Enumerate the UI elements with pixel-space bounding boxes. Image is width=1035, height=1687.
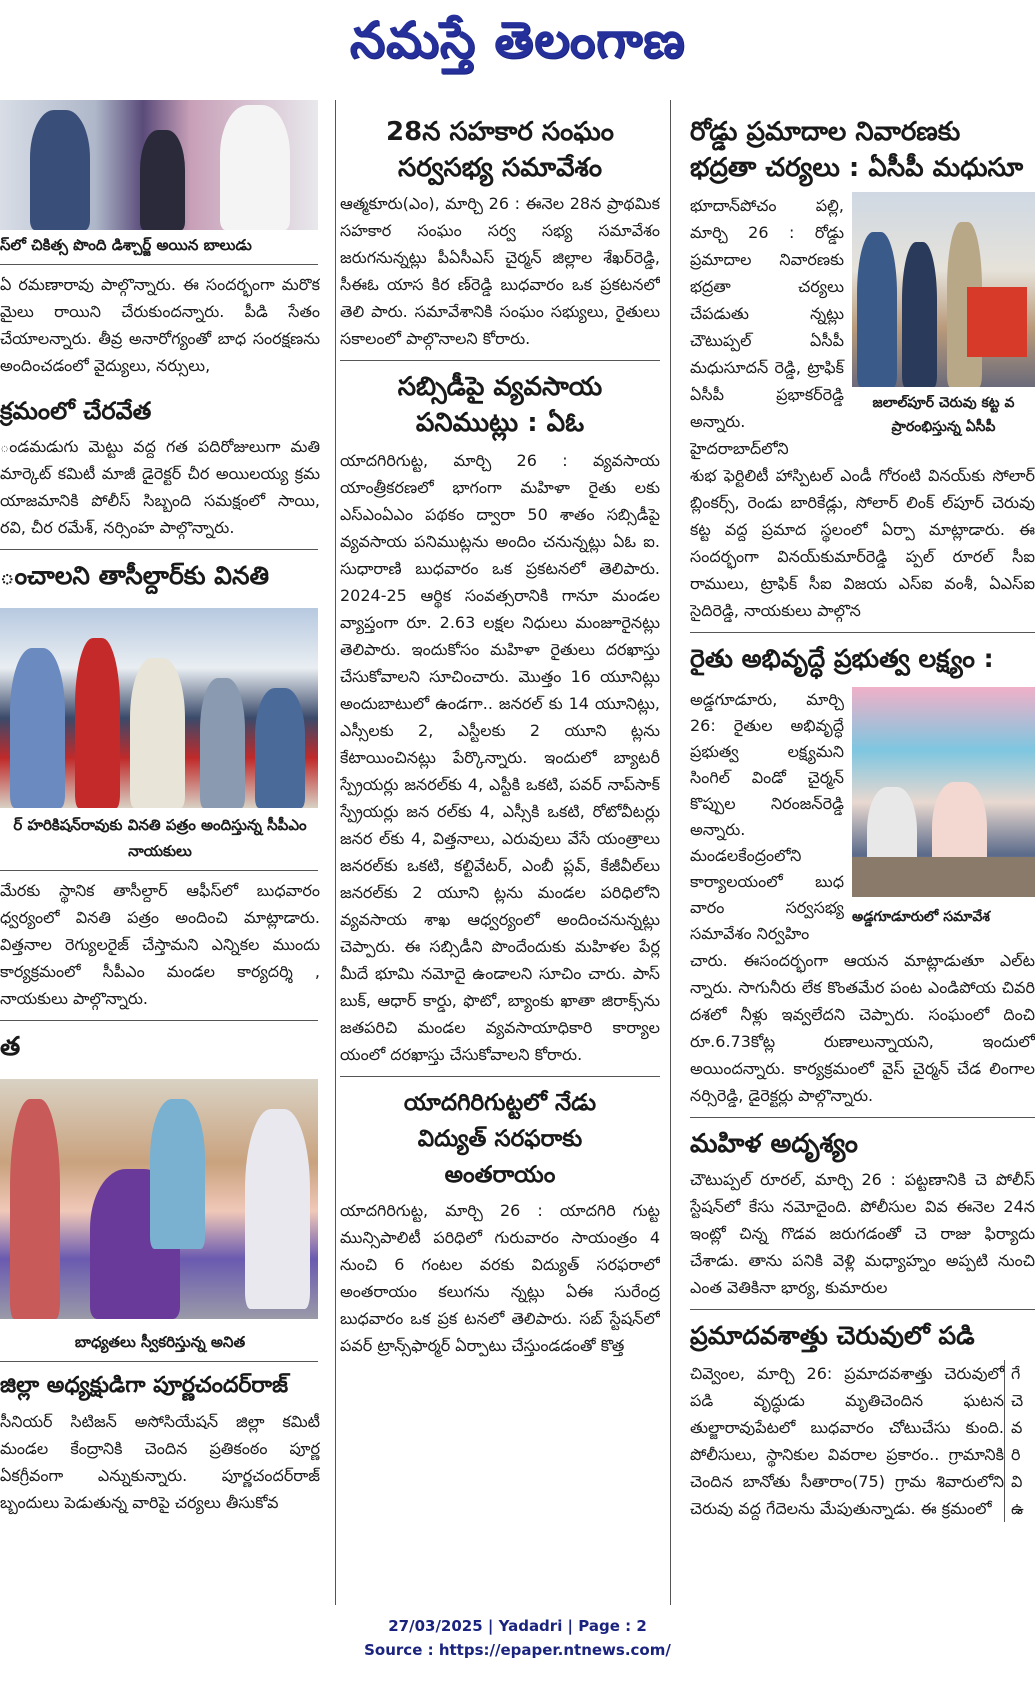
column-divider (670, 100, 671, 1605)
article-headline: సబ్సిడీపై వ్యవసాయ పనిముట్లు : ఏఓ (397, 372, 603, 438)
article-headline: జిల్లా అధ్యక్షుడిగా పూర్ణచందర్‌రాజ్ (0, 1373, 289, 1398)
photo-caption: జలాల్‌పూర్ చెరువు కట్ట వ ప్రారంభిస్తున్న ఏసీపీ (872, 395, 1015, 435)
photo-cpm-petition (0, 608, 318, 808)
photo-anitha-charge (0, 1079, 318, 1319)
photo-caption: బాధ్యతలు స్వీకరిస్తున్న అనిత (74, 1333, 246, 1351)
article-body: శుభ ఫెర్టిలిటీ హాస్పిటల్ ఎండీ గోరంటి వినయ్‌కు సోలార్ బ్లింకర్స్, రెండు బారికేడ్లు, సోలార్ లింక్ ల్‌పూర్ చెరువు కట్ట వద్ద ప్రమాద స్థలంలో ఏర్పా మాట్లాడారు. ఈ సందర్భంగా వినయ్‌కుమార్‌రెడ్డి ప్పల్ రూరల్ సీఐ రాములు, ట్రాఫిక్ సీఐ విజయ ఎస్‌ఐ వంశీ, ఏఎస్‌ఐ సైదిరెడ్డి, నాయకులు పాల్గొన (690, 466, 1035, 620)
column-right (690, 100, 1035, 1605)
column-middle (340, 100, 660, 1605)
article-headline: 28న సహకార సంఘం సర్వసభ్య సమావేశం (386, 117, 614, 183)
footer-date-edition: 27/03/2025 | Yadadri | Page : 2 (388, 1617, 647, 1635)
column-divider (335, 100, 336, 1605)
article-headline: యాదగిరిగుట్టలో నేడు విద్యుత్ సరఫరాకు అంతరాయం (403, 1090, 597, 1188)
article-headline: ంచాలని తాసీల్దార్‌కు వినతి (0, 561, 270, 590)
article-headline: క్రమంలో చేరవేత (0, 397, 152, 425)
article-body: సీనియర్ సిటిజన్ అసోసియేషన్ జిల్లా కమిటీ మండల కేంద్రానికి చెందిన ప్రతికంఠం పూర్ణ ఏకగ్రీవంగా ఎన్నుకున్నారు. పూర్ణచందర్‌రాజ్ బ్బందులు పెడుతున్న వారిపై చర్యలు తీసుకోవ (0, 1412, 320, 1512)
column-left (0, 100, 320, 1605)
article-body: యాదగిరిగుట్ట, మార్చి 26 : వ్యవసాయ యాంత్రీకరణలో భాగంగా మహిళా రైతు లకు ఎస్‌ఎంఏఎం పథకం ద్వారా 50 శాతం సబ్సిడీపై వ్యవసాయ పనిముట్లను అందిం చనున్నట్లు ఏఓ ఐ. సుధారాణి బుధవారం ఒక ప్రకటనలో తెలిపారు. 2024-25 ఆర్థిక సంవత్సరానికి గానూ మండల వ్యాప్తంగా రూ. 2.63 లక్షల నిధులు మంజూరైనట్లు తెలిపారు. ఇందుకోసం మహిళా రైతులు దరఖాస్తు చేసుకోవాలని సూచించారు. మొత్తం 16 యూనిట్లు అందుబాటులో ఉండగా.. జనరల్ కు 14 యూనిట్లు, ఎస్సీలకు 2, ఎస్టీలకు 2 యూని ట్లను కేటాయించినట్లు పేర్కొన్నారు. ఇందులో బ్యాటరీ స్ప్రేయర్లు జనరల్‌కు 4, ఎస్టీకి ఒకటి, పవర్ నాప్‌సాక్ స్ప్రేయర్లు జన రల్‌కు 4, ఎస్సీకి ఒకటి, రోటోవీటర్లు జనర ల్‌కు 4, విత్తనాలు, ఎరువులు వేసే యంత్రాలు జనరల్‌కు ఒకటి, కల్టివేటర్, ఎంబీ ప్లవ్, కేజీవీల్‌లు జనరల్‌కు 2 యూని ట్లను మండల పరిధిలోని వ్యవసాయ శాఖ ఆధ్వర్యంలో అందించనున్నట్లు చెప్పారు. ఈ సబ్సిడీని పొందేందుకు మహిళల పేర్ల మీదే భూమి నమోదై ఉండాలని సూచిం చారు. పాస్ బుక్, ఆధార్ కార్డు, ఫొటో, బ్యాంకు ఖాతా జిరాక్స్‌ను జతపరిచి మండల వ్యవసాయాధికారి కార్యాల యంలో దరఖాస్తు చేసుకోవాలని కోరారు. (340, 451, 660, 1064)
article-headline: మహిళ అదృశ్యం (690, 1129, 858, 1159)
photo-caption: అడ్డగూడూరులో సమావేశ (852, 909, 990, 925)
article-body: యాదగిరిగుట్ట, మార్చి 26 : యాదగిరి గుట్ట మున్సిపాలిటీ పరిధిలో గురువారం సాయంత్రం 4 నుంచి 6 గంటల వరకు విద్యుత్ సరఫరాలో అంతరాయం కలుగను న్నట్లు ఏఈ సురేంద్ర బుధవారం ఒక ప్రక టనలో తెలిపారు. సబ్ స్టేషన్‌లో పవర్ ట్రాన్స్‌ఫార్మర్ ఏర్పాటు చేస్తుండడంతో కొత్త (340, 1201, 660, 1355)
article-headline: ప్రమాదవశాత్తు చెరువులో పడి (690, 1321, 975, 1350)
article-body: ఆత్మకూరు(ఎం), మార్చి 26 : ఈనెల 28న ప్రాథమిక సహకార సంఘం సర్వ సభ్య సమావేశం జరుగనున్నట్లు పీఏసీఎస్ చైర్మన్ జిల్లాల శేఖర్‌రెడ్డి, సీఈఓ యాస కిర ణ్‌రెడ్డి బుధవారం ఒక ప్రకటనలో తెలి పారు. సమావేశానికి సంఘం సభ్యులు, రైతులు సకాలంలో పాల్గొనాలని కోరారు. (340, 194, 660, 348)
masthead (0, 0, 1035, 90)
article-body: ఏ రమణారావు పాల్గొన్నారు. ఈ సందర్భంగా మరొక మైలు రాయిని చేరుకుందన్నారు. పీడి సేతం చేయాలన్నారు. తీవ్ర అనారోగ్యంతో బాధ సంరక్షణను అందించడంలో వైద్యులు, నర్సులు, (0, 275, 320, 375)
article-body: భూదాన్‌పోచం పల్లి, మార్చి 26 : రోడ్డు ప్రమాదాల నివారణకు భద్రతా చర్యలు చేపడుతు న్నట్లు చౌటుప్పల్ ఏసీపీ మధుసూదన్ రెడ్డి, ట్రాఫిక్ ఏసీపీ ప్రభాకర్‌రెడ్డి అన్నారు. హైదరాబాద్‌లోని (690, 196, 844, 458)
article-headline: రైతు అభివృద్ధే ప్రభుత్వ లక్ష్యం : (690, 644, 994, 673)
article-body: చౌటుప్పల్ రూరల్, మార్చి 26 : పట్టణానికి చె పోలీస్ స్టేషన్‌లో కేసు నమోదైంది. పోలీసుల వివ ఈనెల 24న ఇంట్లో చిన్న గొడవ జరుగడంతో చె రాజు ఫిర్యాదు చేశాడు. తాను పనికి వెళ్లి మధ్యాహ్నం అప్పటి నుంచి ఎంత వెతికినా భార్య, కుమారుల (690, 1170, 1035, 1297)
article-body: అడ్డగూడూరు, మార్చి 26: రైతుల అభివృద్ధే ప్రభుత్వ లక్ష్యమని సింగిల్ విండో చైర్మన్ కొప్పుల నిరంజన్‌రెడ్డి అన్నారు. మండలకేంద్రంలోని కార్యాలయంలో బుధ వారం సర్వసభ్య సమావేశం నిర్వహిం (690, 690, 844, 943)
article-edge-fragment: గే చె వ రి వి ఉ (1004, 1360, 1035, 1522)
photo-farmers-meeting (852, 687, 1035, 897)
article-headline: రోడ్డు ప్రమాదాల నివారణకు భద్రతా చర్యలు : ఏసీపీ మధుసూ (690, 117, 1024, 183)
photo-caption: ర్ హరికిషన్‌రావుకు వినతి పత్రం అందిస్తున్న సీపీఎం నాయకులు (13, 816, 307, 860)
photo-block (852, 687, 1035, 929)
article-body: చివ్వెంల, మార్చి 26: ప్రమాదవశాత్తు చెరువులో పడి వృద్ధుడు మృతిచెందిన ఘటన తుల్జారావుపేటలో బుధవారం చోటుచేసు కుంది. పోలీసులు, స్థానికుల వివరాల ప్రకారం.. గ్రామానికి చెందిన బానోతు సీతారాం(75) గ్రామ శివారులోని చెరువు వద్ద గేదెలను మేపుతున్నాడు. ఈ క్రమంలో (690, 1364, 1004, 1518)
photo-block (852, 192, 1035, 439)
photo-discharged-boy (0, 100, 318, 230)
article-body: మేరకు స్థానిక తాసీల్దార్ ఆఫీస్‌లో బుధవారం ధ్వర్యంలో వినతి పత్రం అందించి మాట్లాడారు. విత్తనాల రెగ్యులరైజ్ చేస్తామని ఎన్నికల ముందు కార్యక్రమంలో సీపీఎం మండల కార్యదర్శి , నాయకులు పాల్గొన్నారు. (0, 881, 320, 1008)
article-body: చారు. ఈసందర్భంగా ఆయన మాట్లాడుతూ ఎల్‌ట న్నారు. సాగునీరు లేక కొంతమేర పంట ఎండిపోయ చివరి దశలో నీళ్లు ఇవ్వలేదని చెప్పారు. సంఘంలో దించి రూ.6.73కోట్ల రుణాలున్నాయని, ఇందులో అయిందన్నారు. కార్యక్రమంలో వైస్ చైర్మన్ చేడ లింగాల నర్సిరెడ్డి, డైరెక్టర్లు పాల్గొన్నారు. (690, 951, 1035, 1105)
photo-caption: స్‌లో చికిత్స పొంది డిశ్చార్జ్ అయిన బాలుడు (0, 236, 252, 254)
page-footer (0, 1614, 1035, 1662)
footer-source: Source : https://epaper.ntnews.com/ (364, 1641, 671, 1659)
article-body: ండమడుగు మెట్టు వద్ద గత పదిరోజులుగా మతి మార్కెట్ కమిటీ మాజీ డైరెక్టర్ చీర అయిలయ్య క్రమ యాజమానికి పోలీస్ సిబ్బంది సమక్షంలో సాయి, రవి, చీర రమేశ్, నర్సింహ పాల్గొన్నారు. (0, 437, 320, 537)
newspaper-title: నమస్తే తెలంగాణ (349, 11, 686, 69)
article-headline: త (0, 1032, 21, 1062)
photo-acp-safety (852, 192, 1035, 387)
